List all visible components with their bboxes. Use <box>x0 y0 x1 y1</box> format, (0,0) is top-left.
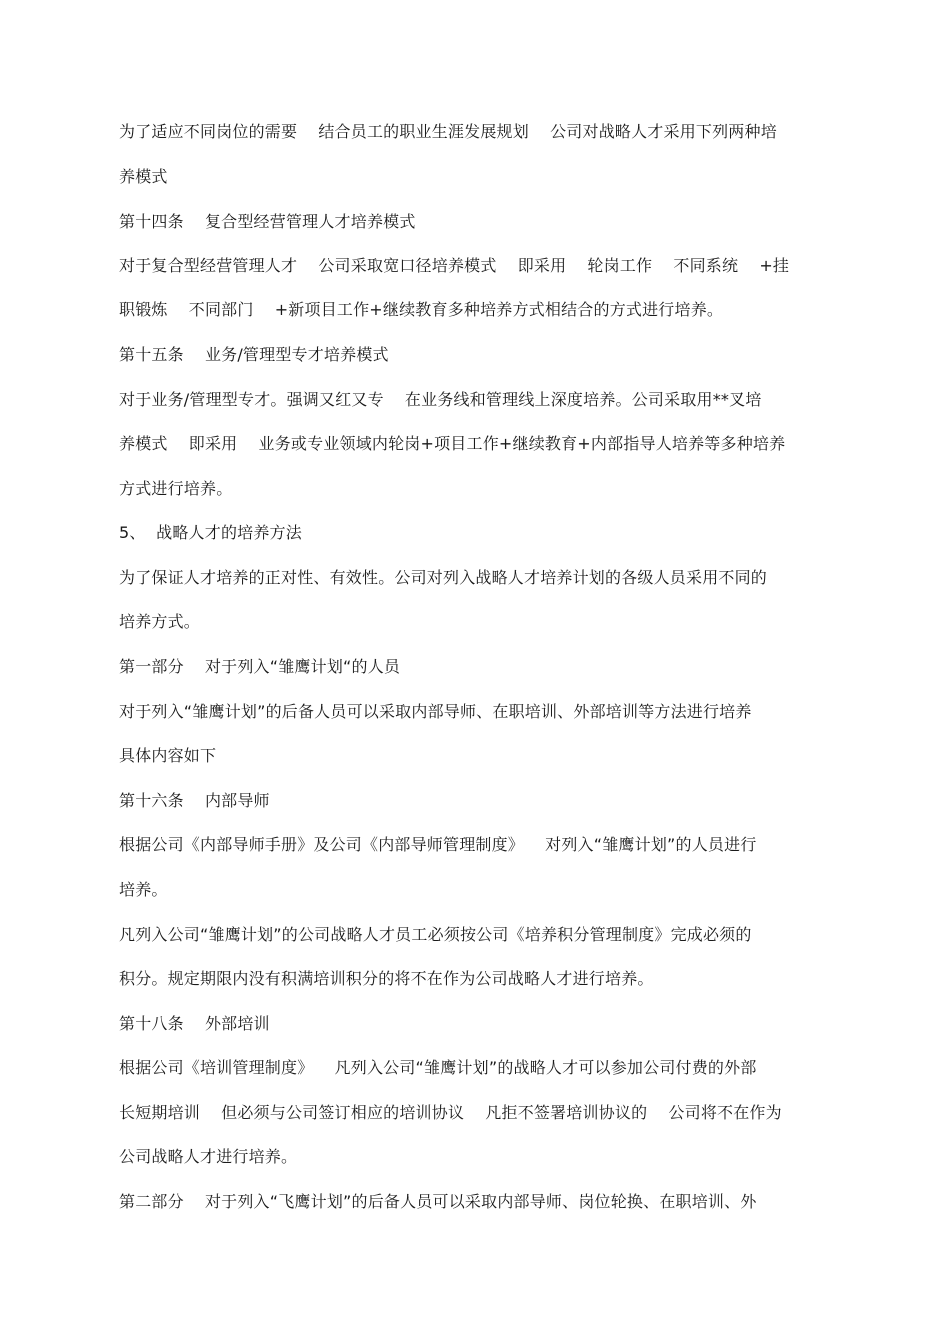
section-heading: 第二部分 对于列入“飞鹰计划”的后备人员可以采取内部导师、岗位轮换、在职培训、外 <box>119 1192 757 1211</box>
section-heading: 第十八条 外部培训 <box>119 1014 270 1033</box>
section-heading: 第一部分 对于列入“雏鹰计划“的人员 <box>119 657 401 676</box>
section-heading: 5、 战略人才的培养方法 <box>119 523 302 542</box>
section-heading: 第十四条 复合型经营管理人才培养模式 <box>119 212 416 231</box>
paragraph-line: 方式进行培养。 <box>119 479 233 498</box>
paragraph-line: 养模式 即采用 业务或专业领域内轮岗+项目工作+继续教育+内部指导人培养等多种培养 <box>119 434 786 453</box>
paragraph-line: 为了适应不同岗位的需要 结合员工的职业生涯发展规划 公司对战略人才采用下列两种培 <box>119 122 777 141</box>
paragraph-line: 长短期培训 但必须与公司签订相应的培训协议 凡拒不签署培训协议的 公司将不在作为 <box>119 1103 782 1122</box>
paragraph-line: 根据公司《培训管理制度》 凡列入公司“雏鹰计划”的战略人才可以参加公司付费的外部 <box>119 1058 757 1077</box>
paragraph-line: 公司战略人才进行培养。 <box>119 1147 298 1166</box>
section-heading: 第十五条 业务/管理型专才培养模式 <box>119 345 389 364</box>
paragraph-line: 为了保证人才培养的正对性、有效性。公司对列入战略人才培养计划的各级人员采用不同的 <box>119 568 768 587</box>
paragraph-line: 职锻炼 不同部门 +新项目工作+继续教育多种培养方式相结合的方式进行培养。 <box>119 300 724 319</box>
paragraph-line: 凡列入公司“雏鹰计划”的公司战略人才员工必须按公司《培养积分管理制度》完成必须的 <box>119 925 752 944</box>
paragraph-line: 对于列入“雏鹰计划”的后备人员可以采取内部导师、在职培训、外部培训等方法进行培养 <box>119 702 752 721</box>
paragraph-line: 具体内容如下 <box>119 746 217 765</box>
paragraph-line: 根据公司《内部导师手册》及公司《内部导师管理制度》 对列入“雏鹰计划”的人员进行 <box>119 835 757 854</box>
paragraph-line: 积分。规定期限内没有积满培训积分的将不在作为公司战略人才进行培养。 <box>119 969 654 988</box>
section-heading: 第十六条 内部导师 <box>119 791 270 810</box>
paragraph-line: 培养方式。 <box>119 612 201 631</box>
paragraph-line: 对于业务/管理型专才。强调又红又专 在业务线和管理线上深度培养。公司采取用**叉培 <box>119 390 762 409</box>
paragraph-line: 培养。 <box>119 880 168 899</box>
paragraph-line: 对于复合型经营管理人才 公司采取宽口径培养模式 即采用 轮岗工作 不同系统 +挂 <box>119 256 790 275</box>
paragraph-line: 养模式 <box>119 167 168 186</box>
